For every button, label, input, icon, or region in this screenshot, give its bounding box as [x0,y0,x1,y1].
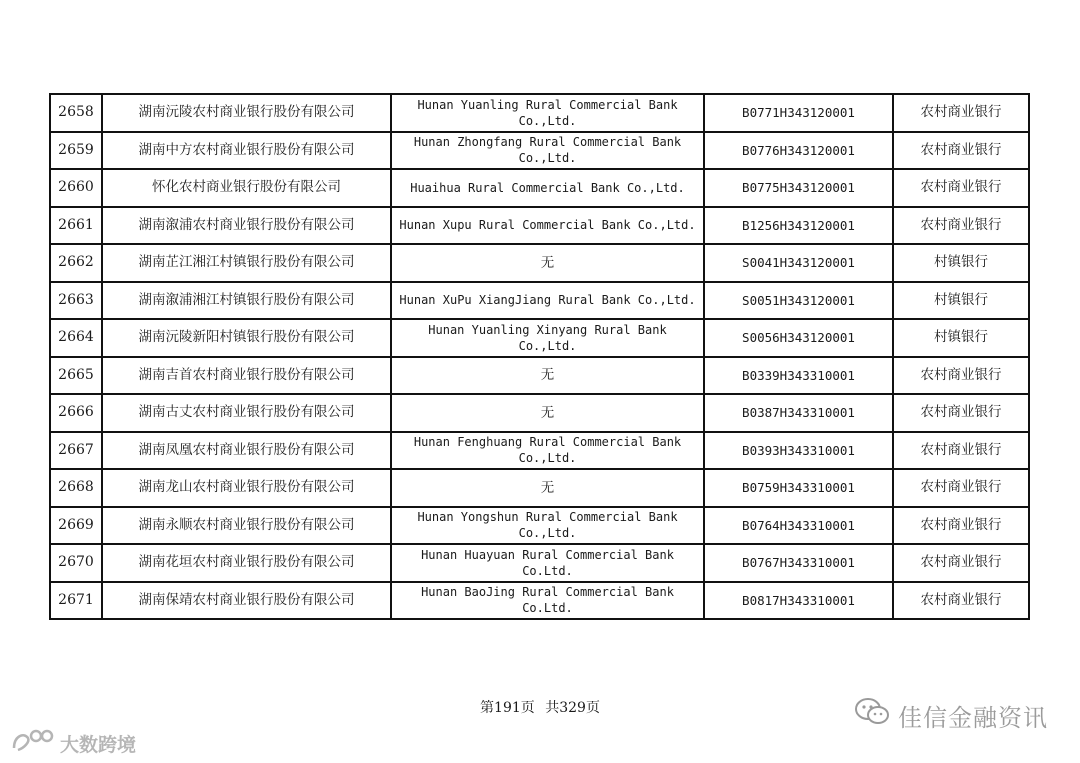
institution-type: 农村商业银行 [893,469,1029,507]
bank-name-english: Hunan XuPu XiangJiang Rural Bank Co.,Ltd. [391,282,704,320]
table-row [50,319,1029,357]
row-number: 2658 [50,94,102,132]
bank-name-english: Hunan Xupu Rural Commercial Bank Co.,Ltd. [391,207,704,245]
wechat-icon [854,697,890,733]
institution-type: 农村商业银行 [893,132,1029,170]
bank-name-english: Hunan Yuanling Rural Commercial Bank Co.,Ltd. [391,94,704,132]
bank-name-chinese: 湖南龙山农村商业银行股份有限公司 [102,469,391,507]
bank-name-chinese: 湖南花垣农村商业银行股份有限公司 [102,544,391,582]
table-row [50,132,1029,170]
row-number: 2669 [50,507,102,545]
institution-type: 农村商业银行 [893,582,1029,620]
bank-register-table [49,93,1030,620]
table-row [50,507,1029,545]
table-row [50,394,1029,432]
table-row [50,244,1029,282]
institution-code: B0764H343310001 [704,507,893,545]
institution-code: S0051H343120001 [704,282,893,320]
institution-type: 农村商业银行 [893,94,1029,132]
bank-name-chinese: 湖南古丈农村商业银行股份有限公司 [102,394,391,432]
bank-name-english: 无 [391,469,704,507]
bank-name-english: Hunan Fenghuang Rural Commercial Bank Co.,Ltd. [391,432,704,470]
institution-type: 农村商业银行 [893,432,1029,470]
bank-name-chinese: 湖南永顺农村商业银行股份有限公司 [102,507,391,545]
row-number: 2671 [50,582,102,620]
table-row [50,207,1029,245]
institution-code: S0056H343120001 [704,319,893,357]
bank-name-chinese: 湖南中方农村商业银行股份有限公司 [102,132,391,170]
institution-type: 农村商业银行 [893,207,1029,245]
page-total: 共329页 [545,700,600,716]
institution-code: B0817H343310001 [704,582,893,620]
institution-code: S0041H343120001 [704,244,893,282]
institution-code: B1256H343120001 [704,207,893,245]
institution-code: B0759H343310001 [704,469,893,507]
institution-type: 农村商业银行 [893,507,1029,545]
bank-name-chinese: 湖南沅陵农村商业银行股份有限公司 [102,94,391,132]
row-number: 2659 [50,132,102,170]
institution-type: 村镇银行 [893,282,1029,320]
bank-name-chinese: 湖南芷江湘江村镇银行股份有限公司 [102,244,391,282]
row-number: 2665 [50,357,102,395]
row-number: 2666 [50,394,102,432]
row-number: 2661 [50,207,102,245]
row-number: 2663 [50,282,102,320]
institution-code: B0775H343120001 [704,169,893,207]
bank-name-english: Hunan Yuanling Xinyang Rural Bank Co.,Ltd. [391,319,704,357]
institution-type: 农村商业银行 [893,169,1029,207]
table-row [50,94,1029,132]
row-number: 2660 [50,169,102,207]
table-row [50,582,1029,620]
bank-name-english: 无 [391,394,704,432]
bank-name-chinese: 湖南吉首农村商业银行股份有限公司 [102,357,391,395]
institution-code: B0393H343310001 [704,432,893,470]
table-row [50,544,1029,582]
brand-logo-icon [10,728,54,759]
row-number: 2670 [50,544,102,582]
institution-type: 农村商业银行 [893,544,1029,582]
table-row [50,169,1029,207]
bank-name-chinese: 湖南溆浦湘江村镇银行股份有限公司 [102,282,391,320]
institution-type: 村镇银行 [893,244,1029,282]
table-row [50,432,1029,470]
row-number: 2667 [50,432,102,470]
bank-name-english: 无 [391,244,704,282]
institution-code: B0776H343120001 [704,132,893,170]
watermark-right-text: 佳信金融资讯 [898,703,1048,732]
bank-name-chinese: 怀化农村商业银行股份有限公司 [102,169,391,207]
bank-name-chinese: 湖南凤凰农村商业银行股份有限公司 [102,432,391,470]
table-body [50,94,1029,619]
watermark-left [10,728,136,759]
bank-name-chinese: 湖南沅陵新阳村镇银行股份有限公司 [102,319,391,357]
institution-code: B0339H343310001 [704,357,893,395]
watermark-right [854,697,1048,733]
table-row [50,469,1029,507]
bank-name-english: Hunan Yongshun Rural Commercial Bank Co.,Ltd. [391,507,704,545]
page-number: 第191页 [480,700,535,716]
row-number: 2668 [50,469,102,507]
institution-type: 村镇银行 [893,319,1029,357]
institution-type: 农村商业银行 [893,357,1029,395]
table-row [50,282,1029,320]
row-number: 2662 [50,244,102,282]
row-number: 2664 [50,319,102,357]
bank-name-english: Hunan Huayuan Rural Commercial Bank Co.Ltd. [391,544,704,582]
institution-code: B0387H343310001 [704,394,893,432]
table-row [50,357,1029,395]
institution-type: 农村商业银行 [893,394,1029,432]
institution-code: B0771H343120001 [704,94,893,132]
bank-name-chinese: 湖南溆浦农村商业银行股份有限公司 [102,207,391,245]
bank-name-english: Hunan BaoJing Rural Commercial Bank Co.Ltd. [391,582,704,620]
watermark-left-text: 大数跨境 [60,734,137,756]
bank-name-english: Huaihua Rural Commercial Bank Co.,Ltd. [391,169,704,207]
institution-code: B0767H343310001 [704,544,893,582]
bank-name-english: Hunan Zhongfang Rural Commercial Bank Co.,Ltd. [391,132,704,170]
bank-name-english: 无 [391,357,704,395]
bank-name-chinese: 湖南保靖农村商业银行股份有限公司 [102,582,391,620]
